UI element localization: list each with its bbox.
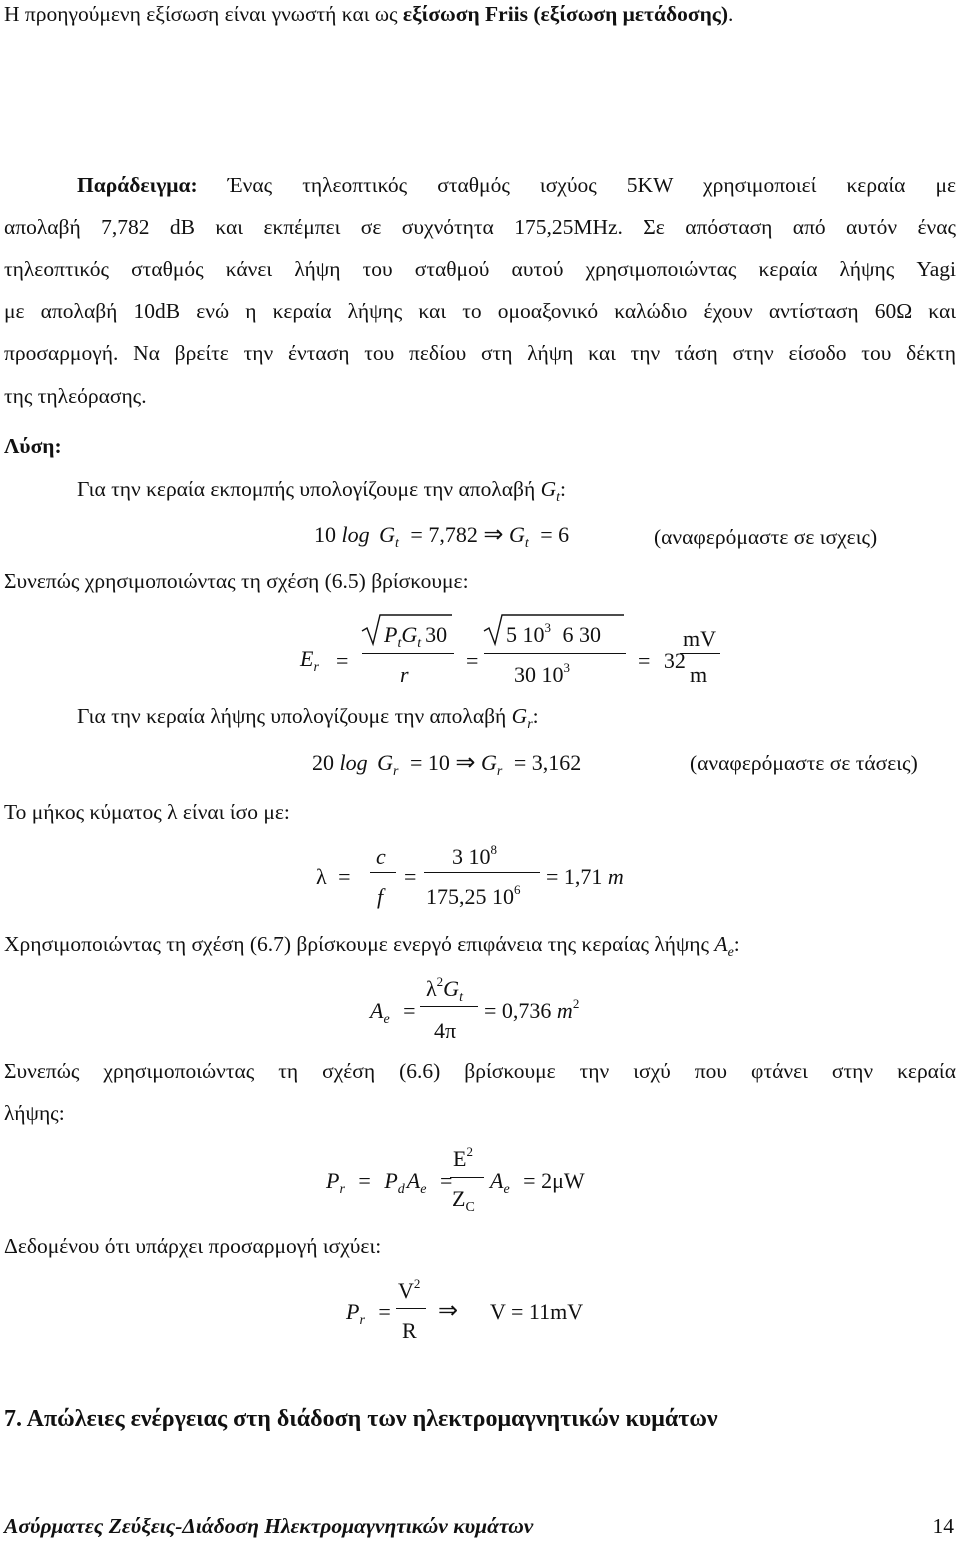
eq7-fraction-bar	[396, 1308, 426, 1309]
eq2-num2-rest: 6 30	[562, 622, 601, 647]
eq1-sub: t	[395, 536, 399, 551]
eq4-num2-exp: 8	[490, 842, 497, 857]
eq2-num2	[506, 620, 601, 647]
eq2-unit-num: mV	[683, 626, 716, 651]
eq7-result: V = 11mV	[490, 1299, 584, 1324]
eq5-eq: =	[403, 998, 416, 1023]
example-line-4: με απολαβή 10dB ενώ η κεραία λήψης και το ομοαξονικό καλώδιο έχουν αντίσταση 60Ω και	[4, 299, 956, 323]
eq6-E-exp: 2	[466, 1144, 473, 1159]
consequently-1: Συνεπώς χρησιμοποιώντας τη σχέση (6.5) βρίσκουμε:	[4, 569, 469, 593]
gr-subscript: r	[527, 717, 533, 732]
eq6-Ae: A	[406, 1168, 421, 1193]
eq1-g2: G	[508, 522, 525, 547]
eq5-unit: m	[556, 998, 573, 1023]
eq3-result: = 3,162	[513, 750, 582, 775]
eq3-arrow: ⇒	[455, 750, 476, 776]
eq1-value: = 7,782	[410, 522, 478, 547]
example-line-3: τηλεοπτικός σταθμός κάνει λήψη του σταθμού αυτού χρησιμοποιώντας κεραία λήψης Yagi	[4, 257, 956, 281]
page-number: 14	[932, 1514, 954, 1538]
eq4-fraction-bar-2	[424, 872, 540, 873]
eq7-eq: =	[378, 1299, 391, 1324]
eq2-den2	[514, 660, 570, 687]
eq6-Pd: P	[384, 1168, 398, 1193]
eq5-den: 4π	[434, 1018, 457, 1043]
eq4-fraction-bar-1	[370, 872, 396, 873]
friis-equation-name: εξίσωση Friis (εξίσωση μετάδοσης)	[402, 2, 729, 26]
eq6-Ae-sub: e	[420, 1182, 427, 1197]
eq4-unit: m	[607, 864, 624, 889]
gr-intro-text: Για την κεραία λήψης υπολογίζουμε την απολαβή	[77, 704, 512, 728]
matching-intro: Δεδομένου ότι υπάρχει προσαρμογή ισχύει:	[4, 1234, 382, 1258]
eq2-den2-base: 30 10	[514, 662, 564, 687]
eq2-fraction-bar-2	[484, 653, 626, 654]
gr-intro	[77, 704, 539, 732]
gt-variable: G	[540, 477, 557, 501]
eq7-arrow: ⇒	[438, 1298, 459, 1324]
equation-gt	[314, 522, 570, 551]
eq2-num1	[384, 622, 448, 651]
intro-period: .	[728, 2, 734, 26]
eq2-num2-exp: 3	[544, 620, 551, 635]
eq1-note: (αναφερόμαστε σε ισχεις)	[654, 525, 878, 549]
eq2-value: 32	[663, 648, 686, 673]
eq7-V: V	[398, 1278, 414, 1303]
area-intro-text: Χρησιμοποιώντας τη σχέση (6.7) βρίσκουμε ενεργό επιφάνεια της κεραίας λήψης	[4, 932, 715, 956]
eq4-lambda	[316, 866, 351, 888]
eq3-sub2: r	[496, 764, 503, 779]
eq6-A2: A	[490, 1168, 504, 1193]
eq2-num2-base: 5 10	[506, 622, 545, 647]
eq4-lambda-symbol: λ	[316, 864, 327, 889]
eq6-eq2: =	[439, 1168, 453, 1193]
eq4-num2	[452, 842, 497, 869]
intro-text: Η προηγούμενη εξίσωση είναι γνωστή και ως	[4, 2, 403, 26]
area-colon: :	[733, 932, 740, 956]
eq2-den2-exp: 3	[563, 660, 570, 675]
example-line-5: προσαρμογή. Να βρείτε την ένταση του πεδίου στη λήψη και την τάση στην είσοδο του δέκτη	[4, 341, 956, 365]
area-variable: A	[714, 932, 728, 956]
eq6-Z-sub: C	[465, 1200, 475, 1215]
eq5-result-value: = 0,736	[484, 998, 552, 1023]
example-line-1	[77, 175, 956, 197]
eq1-result: = 6	[540, 522, 570, 547]
gt-intro-text: Για την κεραία εκπομπής υπολογίζουμε την απολαβή	[77, 477, 541, 501]
eq2-eq2: =	[466, 648, 479, 673]
eq3-coef: 20	[312, 750, 334, 775]
intro-line	[4, 4, 733, 26]
eq2-fraction-bar-1	[362, 653, 454, 654]
eq6-result: = 2μW	[523, 1168, 585, 1193]
eq1-coef: 10	[314, 522, 336, 547]
eq2-P-sub: t	[397, 636, 402, 651]
gr-colon: :	[532, 704, 539, 728]
eq1-log: log	[341, 522, 370, 547]
consequently-2-line-2: λήψης:	[4, 1101, 65, 1125]
gr-variable: G	[511, 704, 528, 728]
eq3-sub: r	[393, 764, 399, 779]
eq2-G-sub: t	[417, 636, 422, 651]
example-line-2: απολαβή 7,782 dB και εκπέμπει σε συχνότητα 175,25MHz. Σε απόσταση από αυτόν ένας	[4, 215, 956, 239]
eq1-g: G	[379, 522, 396, 547]
eq7-den: R	[402, 1318, 417, 1343]
footer-title: Ασύρματες Ζεύξεις-Διάδοση Ηλεκτρομαγνητικών κυμάτων	[4, 1514, 534, 1538]
gt-subscript: t	[556, 490, 560, 505]
example-line-6: της τηλεόρασης.	[4, 384, 147, 408]
eq5-G: G	[443, 976, 460, 1001]
eq2-den1: r	[400, 662, 409, 687]
eq3-value: = 10	[409, 750, 450, 775]
eq5-lambda-exp: 2	[436, 974, 444, 989]
eq7-num	[398, 1276, 421, 1303]
solution-label: Λύση:	[4, 434, 62, 458]
eq3-note: (αναφερόμαστε σε τάσεις)	[690, 751, 918, 775]
eq6-eq1: =	[358, 1168, 371, 1193]
eq1-sub2: t	[524, 536, 529, 551]
eq4-den2-exp: 6	[514, 882, 521, 897]
eq6-right	[490, 1168, 585, 1197]
equation-gr	[312, 750, 582, 779]
wavelength-intro: Το μήκος κύματος λ είναι ίσο με:	[4, 800, 290, 824]
eq4-den1: f	[377, 884, 384, 909]
eq2-e	[300, 646, 319, 675]
gt-colon: :	[560, 477, 566, 501]
eq1-arrow: ⇒	[483, 522, 504, 548]
eq4-eq2: =	[404, 864, 417, 889]
eq2-eq1: =	[336, 648, 349, 673]
eq2-unit-bar	[680, 653, 720, 654]
eq2-30: 30	[425, 622, 448, 647]
area-intro	[4, 932, 740, 960]
eq2-P: P	[384, 622, 398, 647]
eq4-num1: c	[376, 844, 386, 869]
eq5-G-sub: t	[459, 990, 463, 1005]
eq3-g: G	[377, 750, 394, 775]
eq6-P: P	[326, 1168, 340, 1193]
eq7-V-exp: 2	[413, 1276, 421, 1291]
eq6-fraction-bar	[450, 1177, 484, 1178]
eq2-G: G	[401, 622, 418, 647]
eq5-unit-exp: 2	[572, 996, 580, 1011]
eq4-num2-base: 3 10	[452, 844, 491, 869]
eq5-num	[426, 974, 463, 1005]
consequently-2-line-1: Συνεπώς χρησιμοποιώντας τη σχέση (6.6) βρίσκουμε την ισχύ που φτάνει στην κεραία	[4, 1059, 956, 1083]
example-line-1-text: Ένας τηλεοπτικός σταθμός ισχύος 5KW χρησιμοποιεί κεραία με	[197, 173, 956, 197]
eq4-result	[546, 866, 624, 888]
eq2-unit-den: m	[690, 662, 708, 687]
eq2-E: E	[300, 646, 314, 671]
eq4-eq1: =	[338, 864, 351, 889]
eq7-left	[346, 1299, 391, 1328]
eq6-num	[453, 1144, 473, 1171]
eq2-eq3-sign: =	[638, 648, 651, 673]
eq5-A-symbol: A	[370, 998, 384, 1023]
example-label: Παράδειγμα:	[77, 173, 198, 197]
eq6-left	[326, 1168, 453, 1197]
eq6-E: E	[453, 1146, 467, 1171]
eq4-result-value: = 1,71	[546, 864, 603, 889]
eq3-log: log	[339, 750, 368, 775]
eq7-P: P	[346, 1299, 360, 1324]
gt-intro	[77, 477, 566, 505]
area-subscript: e	[727, 945, 734, 960]
eq6-P-sub: r	[339, 1182, 345, 1197]
section-heading: 7. Απώλειες ενέργειας στη διάδοση των ηλεκτρομαγνητικών κυμάτων	[4, 1406, 718, 1432]
eq6-A2-sub: e	[503, 1182, 510, 1197]
eq3-g2: G	[481, 750, 497, 775]
eq2-eq3	[638, 650, 686, 672]
eq2-E-sub: r	[313, 660, 319, 675]
eq4-den2-base: 175,25 10	[426, 884, 514, 909]
eq6-Pd-sub: d	[397, 1182, 405, 1197]
eq5-result	[484, 996, 580, 1023]
eq7-P-sub: r	[359, 1313, 365, 1328]
eq5-fraction-bar	[420, 1006, 478, 1007]
eq6-Z: Z	[452, 1186, 466, 1211]
eq6-den	[452, 1186, 475, 1215]
eq4-den2	[426, 882, 521, 909]
eq5-A	[370, 998, 416, 1027]
eq5-lambda: λ	[426, 976, 437, 1001]
eq5-A-sub: e	[383, 1012, 390, 1027]
